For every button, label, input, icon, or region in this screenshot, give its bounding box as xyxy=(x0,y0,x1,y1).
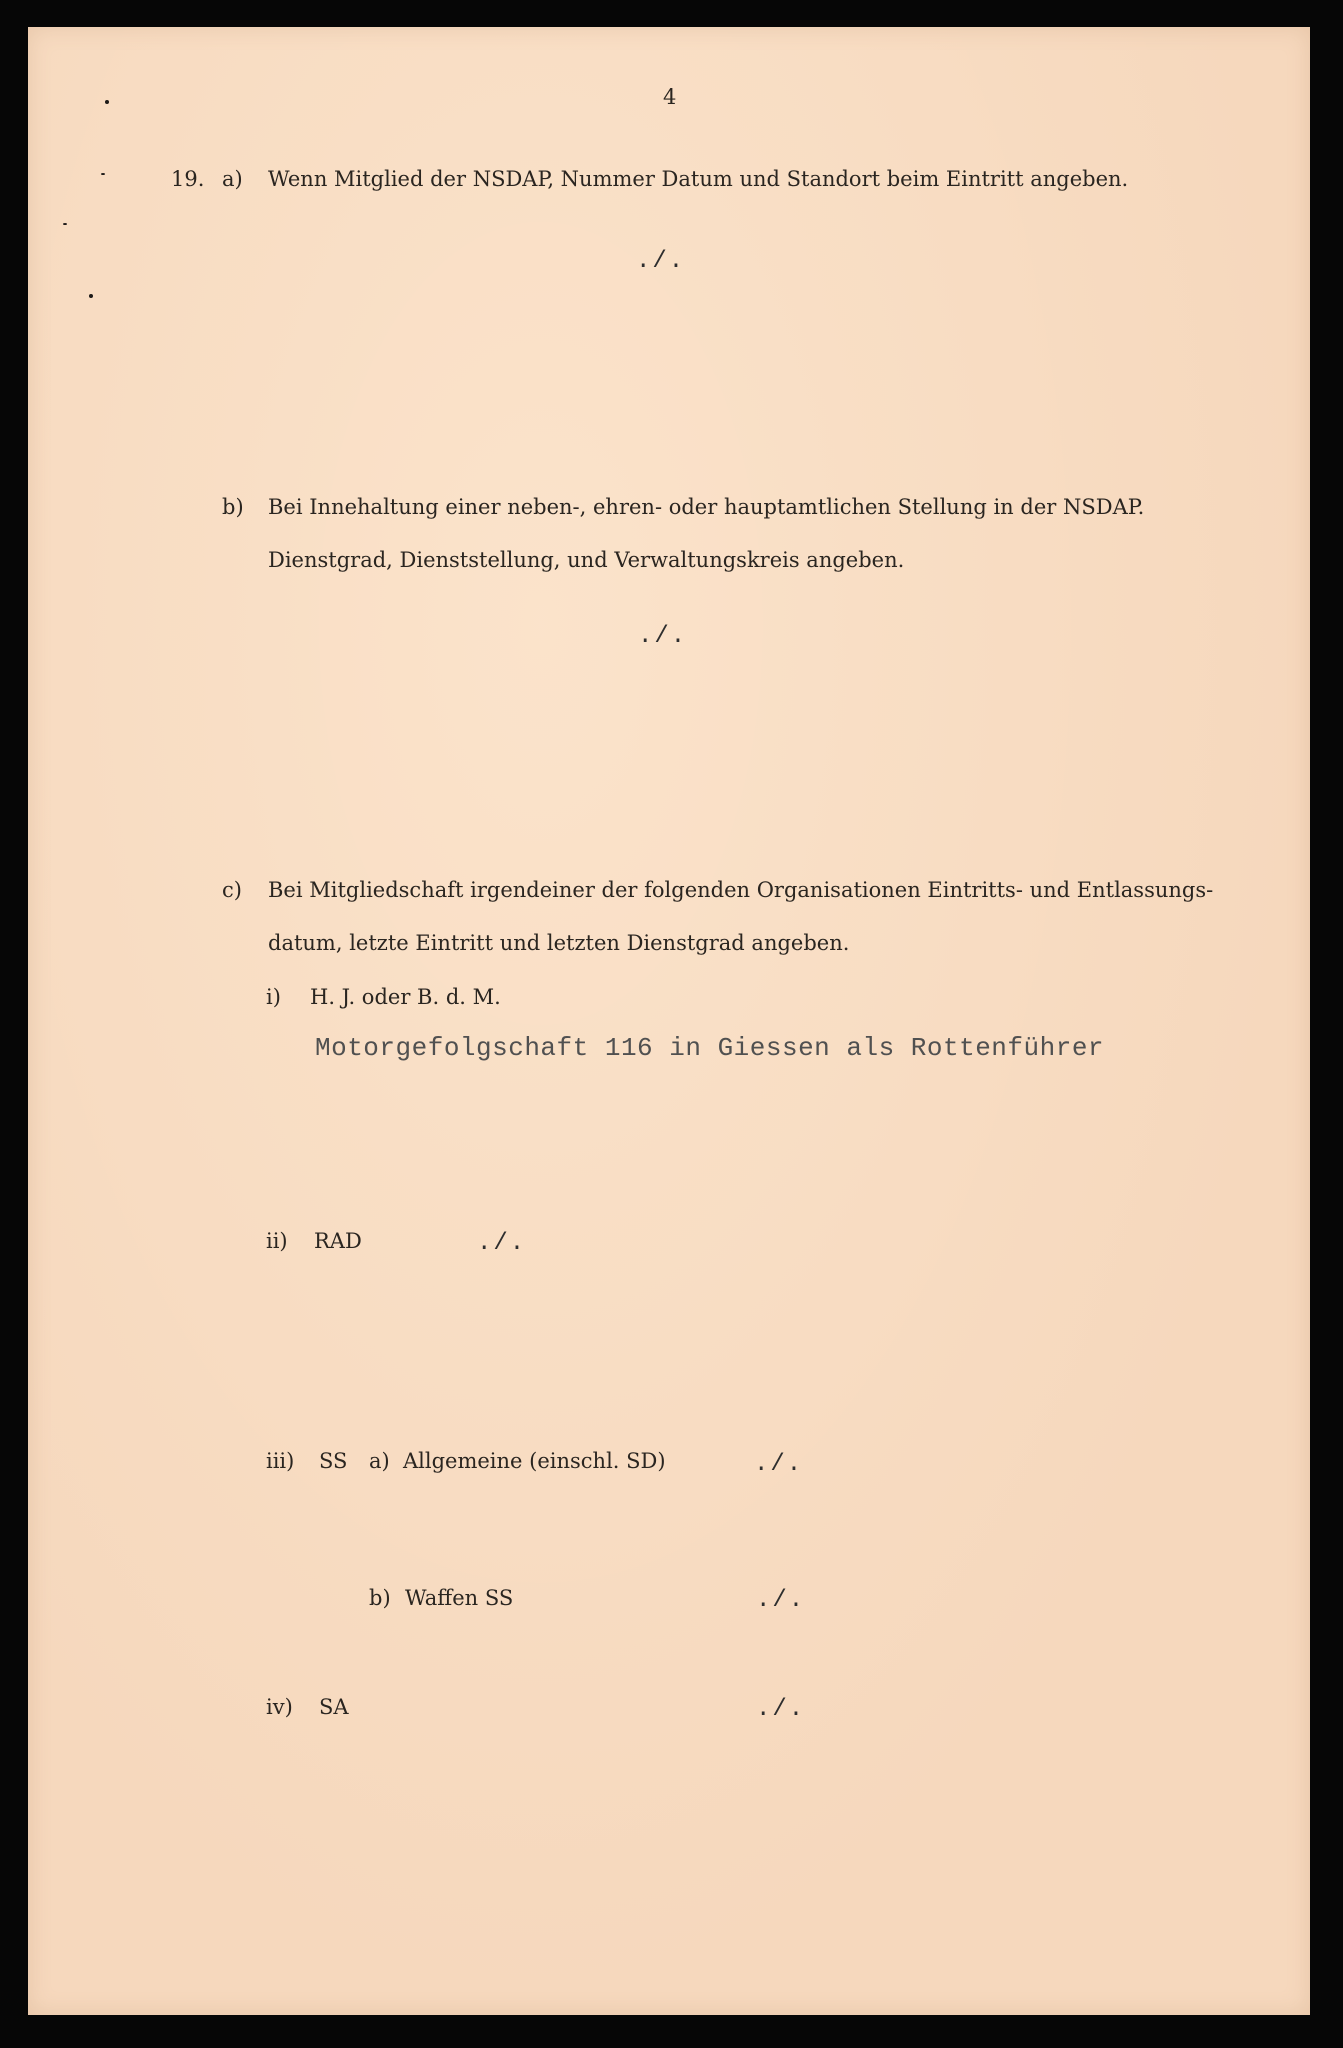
item-i-label: i) xyxy=(266,985,281,1009)
q19a-label: a) xyxy=(222,167,243,191)
q19b-line1: Bei Innehaltung einer neben-, ehren- oder hauptamtlichen Stellung in der NSDAP. xyxy=(268,495,1145,519)
margin-speck xyxy=(63,223,67,225)
item-iii-b-answer: ./. xyxy=(756,1587,806,1614)
q19c-label: c) xyxy=(222,878,242,902)
item-iii-b-text: Waffen SS xyxy=(405,1586,514,1610)
item-ii-label: ii) xyxy=(266,1229,288,1253)
item-iv-text: SA xyxy=(319,1695,349,1719)
item-iii-a-answer: ./. xyxy=(754,1451,804,1478)
q19b-label: b) xyxy=(222,495,244,519)
item-iii-text: SS xyxy=(319,1449,348,1473)
item-iii-a-label: a) xyxy=(369,1449,390,1473)
item-iv-label: iv) xyxy=(266,1695,293,1719)
page-number: 4 xyxy=(663,85,677,109)
margin-speck xyxy=(105,100,109,104)
item-i-typed-answer: Motorgefolgschaft 116 in Giessen als Rottenführer xyxy=(315,1033,1105,1063)
q19a-answer: ./. xyxy=(636,248,686,275)
q19b-line2: Dienstgrad, Dienststellung, und Verwaltungskreis angeben. xyxy=(268,548,905,572)
question-number: 19. xyxy=(171,167,205,191)
q19c-line2: datum, letzte Eintritt und letzten Dienstgrad angeben. xyxy=(268,931,850,955)
item-iii-label: iii) xyxy=(266,1449,295,1473)
paper-sheet xyxy=(28,27,1310,2015)
item-ii-text: RAD xyxy=(314,1229,362,1253)
item-iv-answer: ./. xyxy=(756,1696,806,1723)
item-i-text: H. J. oder B. d. M. xyxy=(310,985,501,1009)
item-iii-a-text: Allgemeine (einschl. SD) xyxy=(403,1449,666,1473)
item-ii-answer: ./. xyxy=(477,1230,527,1257)
margin-speck xyxy=(89,294,93,298)
q19c-line1: Bei Mitgliedschaft irgendeiner der folgenden Organisationen Eintritts- und Entlassungs- xyxy=(268,878,1214,902)
q19a-text: Wenn Mitglied der NSDAP, Nummer Datum und Standort beim Eintritt angeben. xyxy=(268,167,1129,191)
q19b-answer: ./. xyxy=(638,623,688,650)
item-iii-b-label: b) xyxy=(369,1586,391,1610)
margin-speck xyxy=(101,173,105,175)
